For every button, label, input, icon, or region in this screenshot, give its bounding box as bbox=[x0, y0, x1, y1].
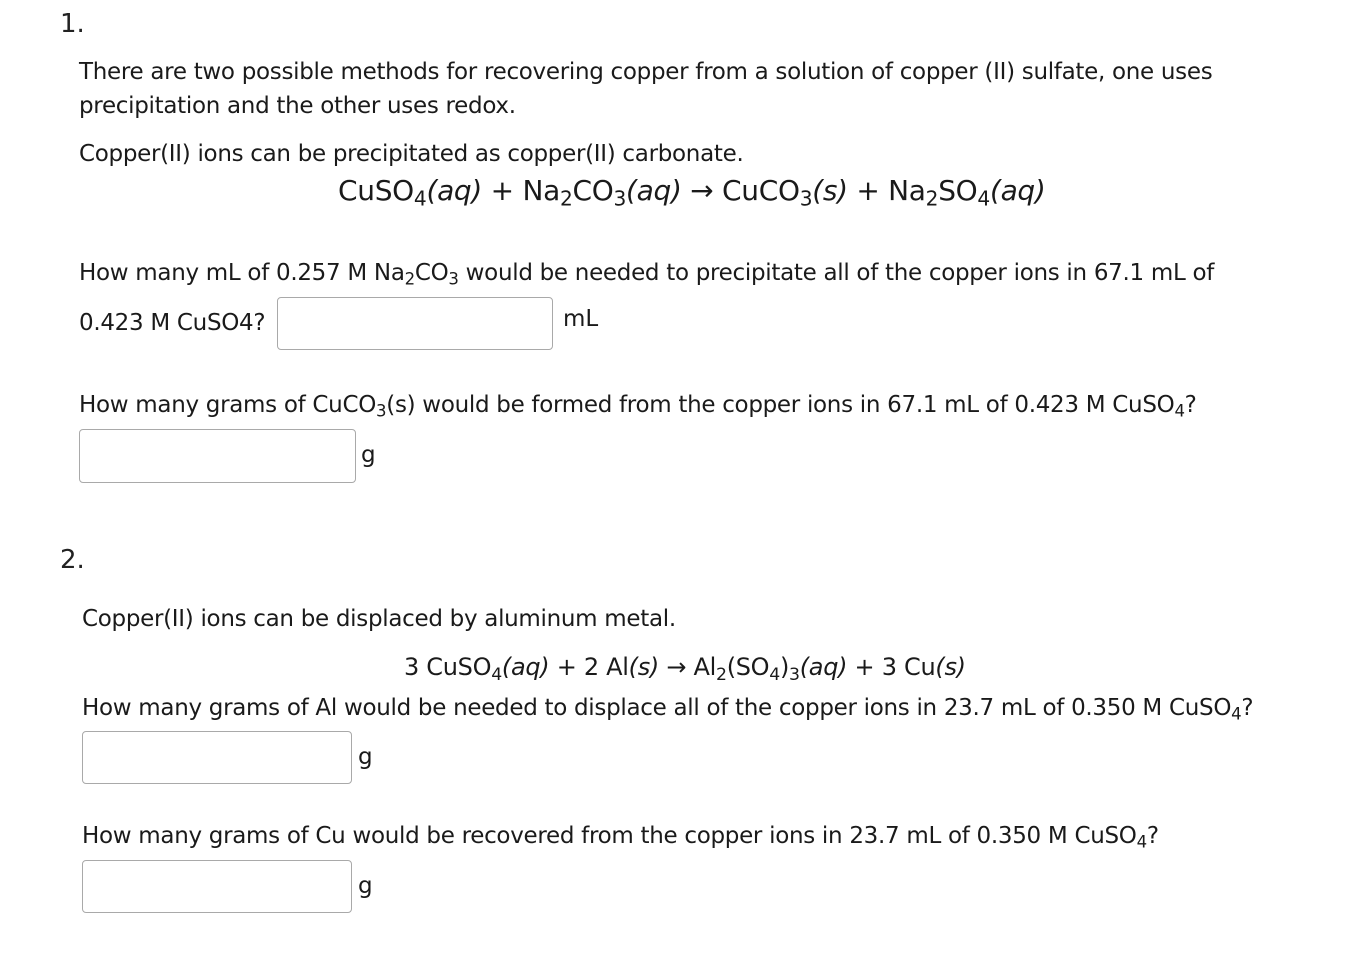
question-2-number: 2. bbox=[60, 545, 85, 575]
question-1-number: 1. bbox=[60, 9, 85, 39]
reaction-arrow-icon: → bbox=[690, 174, 714, 207]
q1-part-a-answer-input[interactable] bbox=[277, 297, 553, 350]
q1-part-a-question-line1: How many mL of 0.257 M $Na_2CO_3$ would be needed to precipitate all of the copper ions in 67.1 mL of bbox=[79, 260, 1215, 289]
q2-intro: Copper(II) ions can be displaced by aluminum metal. bbox=[82, 606, 676, 632]
q2-part-a-unit: g bbox=[358, 744, 373, 770]
q2-part-b-answer-input[interactable] bbox=[82, 860, 352, 913]
q1-precip-text: Copper(II) ions can be precipitated as copper(II) carbonate. bbox=[79, 141, 744, 167]
q1-part-b-answer-input[interactable] bbox=[79, 429, 356, 483]
q1-part-b-unit: g bbox=[361, 442, 376, 468]
q2-equation: 3 CuSO$_4$(aq) + 2 $Al(s) \to Al_2(SO_4)_3(aq) + 3$ Cu(s) bbox=[404, 653, 966, 685]
q1-part-a-unit: mL bbox=[563, 306, 599, 332]
q2-part-b-question: How many grams of Cu would be recovered from the copper ions in 23.7 mL of 0.350 M CuSO$_4$? bbox=[82, 823, 1159, 852]
q1-equation: CuSO$_4$(aq) + $Na_2CO_3(aq)$ → CuCO$_3$(s) + $Na_2SO_4(aq)$ bbox=[338, 174, 1046, 211]
q2-part-b-unit: g bbox=[358, 873, 373, 899]
q1-intro-line1: There are two possible methods for recovering copper from a solution of copper (II) sulfate, one uses bbox=[79, 59, 1213, 85]
q1-intro-line2: precipitation and the other uses redox. bbox=[79, 93, 516, 119]
reaction-arrow-icon: → bbox=[666, 653, 687, 681]
q1-part-a-question-line2: 0.423 M CuSO4? bbox=[79, 310, 266, 336]
q1-part-b-question: How many grams of CuCO$_3$(s) would be formed from the copper ions in 67.1 mL of 0.423 M CuSO$_4$? bbox=[79, 392, 1197, 421]
q2-part-a-answer-input[interactable] bbox=[82, 731, 352, 784]
q2-part-a-question: How many grams of Al would be needed to displace all of the copper ions in 23.7 mL of 0.350 M CuSO$_4$? bbox=[82, 695, 1254, 724]
